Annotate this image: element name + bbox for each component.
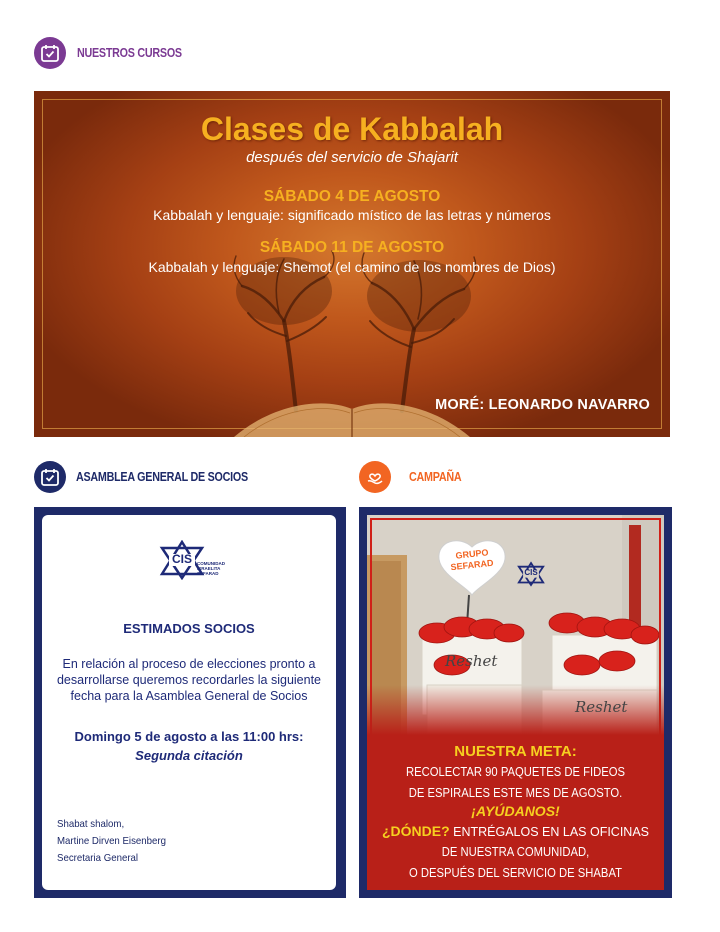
- signer-role: Secretaria General: [57, 852, 139, 864]
- session-date: SÁBADO 11 DE AGOSTO: [259, 239, 445, 256]
- signer-name: Martine Dirven Eisenberg: [57, 835, 166, 847]
- where-text: ENTRÉGALOS EN LAS OFICINAS: [453, 825, 650, 839]
- session-topic: Kabbalah y lenguaje: Shemot (el camino de los nombres de Dios): [148, 259, 556, 275]
- assembly-body-line: desarrollarse queremos recordarles la siguiente: [56, 673, 322, 687]
- campaign-card: [359, 507, 672, 898]
- sign-text: SEFARAD: [450, 557, 494, 573]
- logo-line: COMUNIDAD: [197, 561, 225, 566]
- crate-label: Reshet: [575, 698, 628, 716]
- kabbalah-title: Clases de Kabbalah: [200, 111, 504, 147]
- teacher-name: MORÉ: LEONARDO NAVARRO: [435, 397, 650, 413]
- logo-line: SEFARAD: [197, 571, 219, 576]
- crate-label: Reshet: [445, 652, 498, 670]
- kabbalah-subtitle: después del servicio de Shajarit: [246, 149, 458, 166]
- campaign-section-icon: [359, 461, 391, 493]
- sign-text: GRUPO: [455, 547, 489, 561]
- logo-line: ISRAELITA: [197, 566, 221, 571]
- session-topic: Kabbalah y lenguaje: significado místico de las letras y números: [153, 207, 551, 223]
- session-date: SÁBADO 4 DE AGOSTO: [263, 188, 441, 205]
- calendar-check-icon: [40, 43, 60, 63]
- calendar-check-icon: [40, 467, 60, 487]
- cis-logo: [159, 540, 239, 580]
- campaign-section-title: CAMPAÑA: [409, 470, 462, 484]
- assembly-citation: Segunda citación: [135, 748, 243, 763]
- courses-section-icon: [34, 37, 66, 69]
- assembly-body-line: fecha para la Asamblea General de Socios: [70, 689, 308, 703]
- courses-section-title: NUESTROS CURSOS: [77, 46, 182, 60]
- assembly-section-title: ASAMBLEA GENERAL DE SOCIOS: [76, 470, 248, 484]
- heart-hand-icon: [365, 467, 385, 487]
- assembly-section-icon: [34, 461, 66, 493]
- goal-line: RECOLECTAR 90 PAQUETES DE FIDEOS: [405, 765, 626, 779]
- where-line: O DESPUÉS DEL SERVICIO DE SHABAT: [409, 866, 622, 880]
- assembly-card-body: [42, 515, 336, 890]
- goal-title: NUESTRA META:: [454, 743, 577, 760]
- logo-acronym: CIS: [171, 552, 192, 566]
- campaign-photo: [367, 515, 664, 890]
- assembly-heading: ESTIMADOS SOCIOS: [123, 621, 255, 636]
- logo-acronym: CIS: [524, 568, 538, 577]
- kabbalah-banner: [34, 91, 670, 437]
- where-line: DE NUESTRA COMUNIDAD,: [441, 845, 590, 859]
- where-line: [367, 823, 664, 841]
- where-label: ¿DÓNDE?: [381, 823, 450, 839]
- greeting: Shabat shalom,: [57, 818, 125, 830]
- cis-wall-logo: [517, 561, 557, 587]
- assembly-date: Domingo 5 de agosto a las 11:00 hrs:: [74, 729, 304, 744]
- goal-line: DE ESPIRALES ESTE MES DE AGOSTO.: [408, 786, 623, 800]
- assembly-card: [34, 507, 346, 898]
- help-callout: ¡AYÚDANOS!: [471, 803, 560, 819]
- assembly-body-line: En relación al proceso de elecciones pronto a: [62, 657, 316, 671]
